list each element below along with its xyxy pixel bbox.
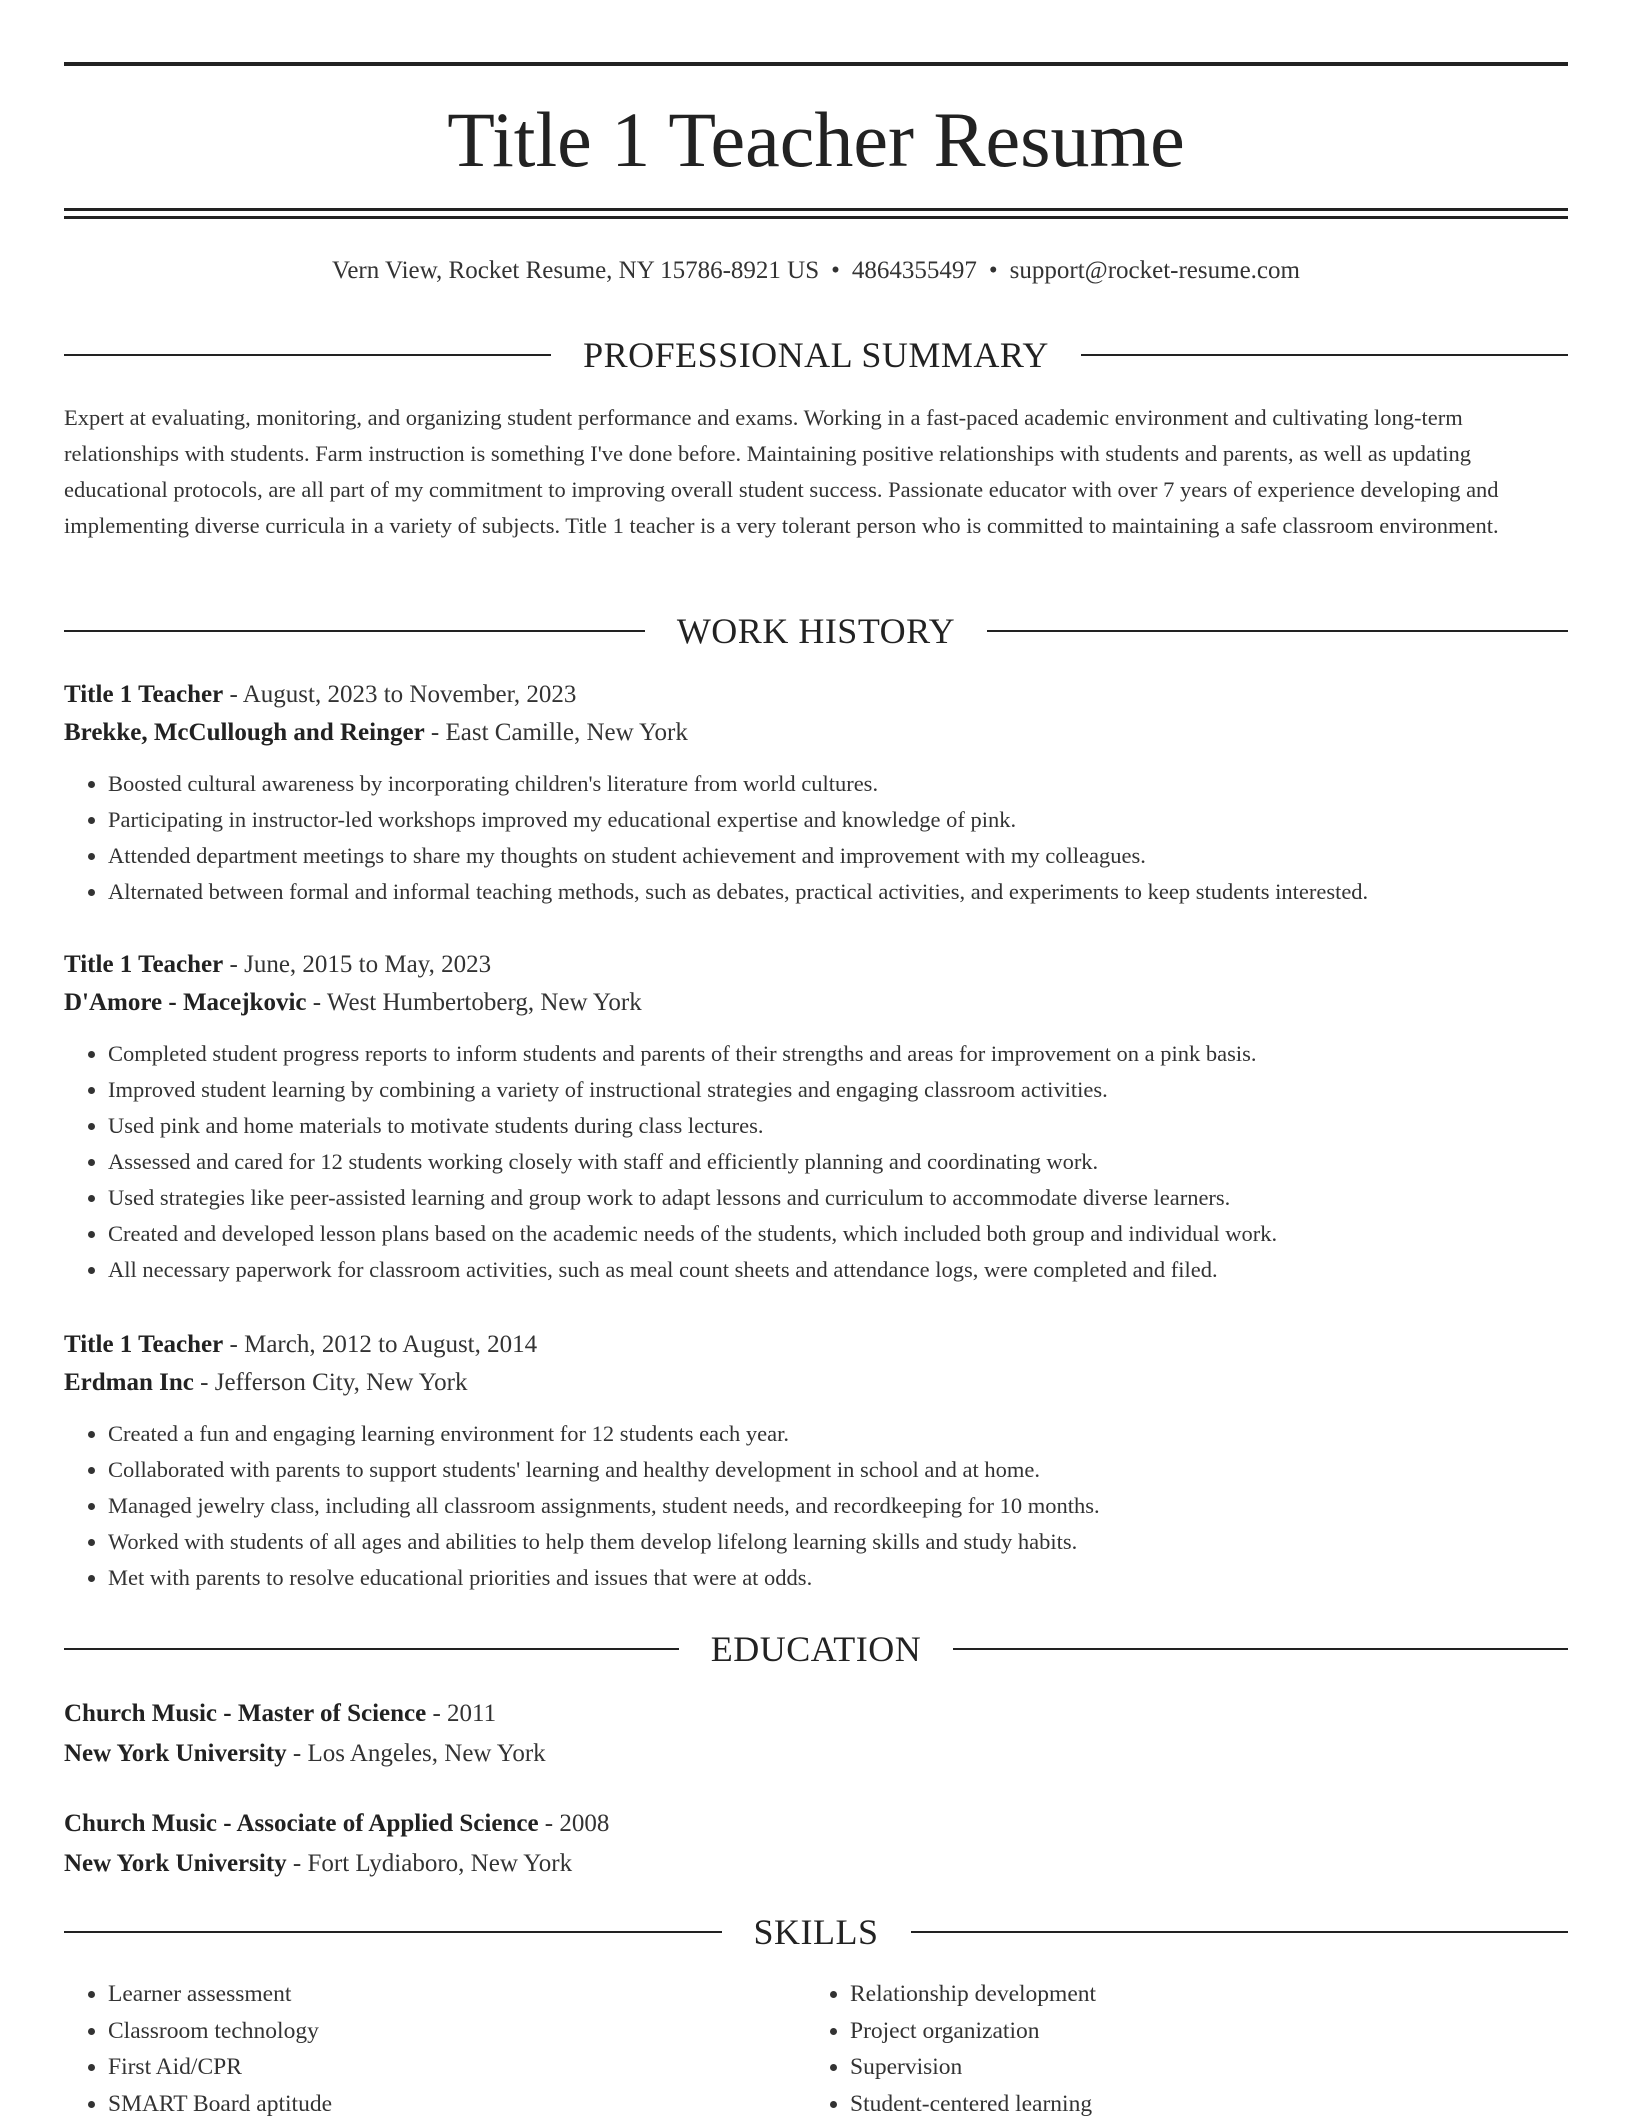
education-degree-line	[64, 1804, 1568, 1844]
education-school: New York University	[64, 1740, 287, 1767]
job-entry	[64, 946, 1568, 1288]
education-school-line	[64, 1734, 1568, 1774]
skill-item: • Classroom technology	[108, 2013, 806, 2050]
job-bullets	[64, 1416, 1568, 1596]
skill-item: • Relationship development	[850, 1976, 1548, 2013]
list-item: • Completed student progress reports to inform students and parents of their strengths and areas for improvement on a pink basis.	[108, 1036, 1568, 1072]
education-degree: Church Music - Associate of Applied Science	[64, 1810, 539, 1837]
list-item: • Assessed and cared for 12 students working closely with staff and efficiently planning and coordinating work.	[108, 1144, 1568, 1180]
heading-rule	[953, 1648, 1568, 1650]
list-item: • Alternated between formal and informal teaching methods, such as debates, practical activities, and experiments to keep students interested.	[108, 874, 1568, 910]
contact-separator: •	[989, 253, 998, 289]
heading-rule	[1081, 354, 1568, 356]
job-dates: - June, 2015 to May, 2023	[223, 951, 491, 978]
job-title-line	[64, 1326, 1568, 1364]
heading-rule	[64, 630, 645, 632]
job-bullets	[64, 1036, 1568, 1288]
education-entry	[64, 1694, 1568, 1774]
job-employer: Erdman Inc	[64, 1369, 194, 1396]
list-item: • Used pink and home materials to motivate students during class lectures.	[108, 1108, 1568, 1144]
list-item: • Participating in instructor-led workshops improved my educational expertise and knowledge of pink.	[108, 802, 1568, 838]
contact-address: Vern View, Rocket Resume, NY 15786-8921 US	[332, 257, 819, 284]
job-location: - Jefferson City, New York	[194, 1369, 468, 1396]
education-degree-line	[64, 1694, 1568, 1734]
section-heading-work	[64, 609, 1568, 653]
job-employer: Brekke, McCullough and Reinger	[64, 719, 425, 746]
skill-item: • SMART Board aptitude	[108, 2086, 806, 2122]
skills-column-right	[806, 1976, 1548, 2122]
list-item: • Met with parents to resolve educational priorities and issues that were at odds.	[108, 1560, 1568, 1596]
job-employer-line	[64, 1364, 1568, 1402]
section-title: PROFESSIONAL SUMMARY	[551, 333, 1081, 377]
section-title: WORK HISTORY	[645, 609, 987, 653]
job-location: - East Camille, New York	[425, 719, 688, 746]
list-item: • Collaborated with parents to support students' learning and healthy development in school and at home.	[108, 1452, 1568, 1488]
title-rule-upper	[64, 208, 1568, 211]
skills-list	[64, 1976, 1568, 2122]
education-location: - Fort Lydiaboro, New York	[287, 1850, 572, 1877]
heading-rule	[64, 354, 551, 356]
section-heading-summary	[64, 333, 1568, 377]
skill-item: • Student-centered learning	[850, 2086, 1548, 2122]
page-title: Title 1 Teacher Resume	[64, 96, 1568, 184]
job-title: Title 1 Teacher	[64, 951, 223, 978]
skill-item: • Project organization	[850, 2013, 1548, 2050]
skills-column-left	[64, 1976, 806, 2122]
job-title: Title 1 Teacher	[64, 1331, 223, 1358]
section-title: SKILLS	[722, 1910, 911, 1954]
contact-phone: 4864355497	[852, 257, 977, 284]
list-item: • All necessary paperwork for classroom activities, such as meal count sheets and attendance logs, were completed and filed.	[108, 1252, 1568, 1288]
education-entry	[64, 1804, 1568, 1884]
job-bullets	[64, 766, 1568, 910]
job-entry	[64, 1326, 1568, 1596]
heading-rule	[64, 1648, 679, 1650]
heading-rule	[911, 1931, 1569, 1933]
education-location: - Los Angeles, New York	[287, 1740, 546, 1767]
job-title-line	[64, 676, 1568, 714]
list-item: • Worked with students of all ages and abilities to help them develop lifelong learning skills and study habits.	[108, 1524, 1568, 1560]
education-year: - 2008	[539, 1810, 610, 1837]
contact-separator: •	[831, 253, 840, 289]
title-rule-lower	[64, 216, 1568, 219]
job-location: - West Humbertoberg, New York	[307, 989, 642, 1016]
heading-rule	[987, 630, 1568, 632]
job-employer: D'Amore - Macejkovic	[64, 989, 307, 1016]
top-rule	[64, 62, 1568, 66]
skill-item: • Learner assessment	[108, 1976, 806, 2013]
section-title: EDUCATION	[679, 1627, 953, 1671]
summary-text: Expert at evaluating, monitoring, and organizing student performance and exams. Working in a fast-paced academic environment and cultivating long-term relationships with students. Farm instruction is something I've done before. Maintaining positive relationships with students and parents, as well as updating educational protocols, are all part of my commitment to improving overall student success. Passionate educator with over 7 years of experience developing and implementing diverse curricula in a variety of subjects. Title 1 teacher is a very tolerant person who is committed to maintaining a safe classroom environment.	[64, 400, 1568, 544]
contact-line	[64, 253, 1568, 289]
job-dates: - August, 2023 to November, 2023	[223, 681, 576, 708]
list-item: • Created and developed lesson plans based on the academic needs of the students, which included both group and individual work.	[108, 1216, 1568, 1252]
education-school-line	[64, 1844, 1568, 1884]
job-title: Title 1 Teacher	[64, 681, 223, 708]
skill-item: • Supervision	[850, 2049, 1548, 2086]
skill-item: • First Aid/CPR	[108, 2049, 806, 2086]
job-employer-line	[64, 714, 1568, 752]
list-item: • Attended department meetings to share my thoughts on student achievement and improvement with my colleagues.	[108, 838, 1568, 874]
list-item: • Managed jewelry class, including all classroom assignments, student needs, and recordkeeping for 10 months.	[108, 1488, 1568, 1524]
job-dates: - March, 2012 to August, 2014	[223, 1331, 537, 1358]
list-item: • Used strategies like peer-assisted learning and group work to adapt lessons and curriculum to accommodate diverse learners.	[108, 1180, 1568, 1216]
education-school: New York University	[64, 1850, 287, 1877]
job-title-line	[64, 946, 1568, 984]
job-entry	[64, 676, 1568, 910]
job-employer-line	[64, 984, 1568, 1022]
section-heading-education	[64, 1627, 1568, 1671]
heading-rule	[64, 1931, 722, 1933]
education-year: - 2011	[426, 1700, 496, 1727]
contact-email: support@rocket-resume.com	[1010, 257, 1300, 284]
list-item: • Created a fun and engaging learning environment for 12 students each year.	[108, 1416, 1568, 1452]
education-degree: Church Music - Master of Science	[64, 1700, 426, 1727]
list-item: • Improved student learning by combining a variety of instructional strategies and engaging classroom activities.	[108, 1072, 1568, 1108]
list-item: • Boosted cultural awareness by incorporating children's literature from world cultures.	[108, 766, 1568, 802]
section-heading-skills	[64, 1910, 1568, 1954]
